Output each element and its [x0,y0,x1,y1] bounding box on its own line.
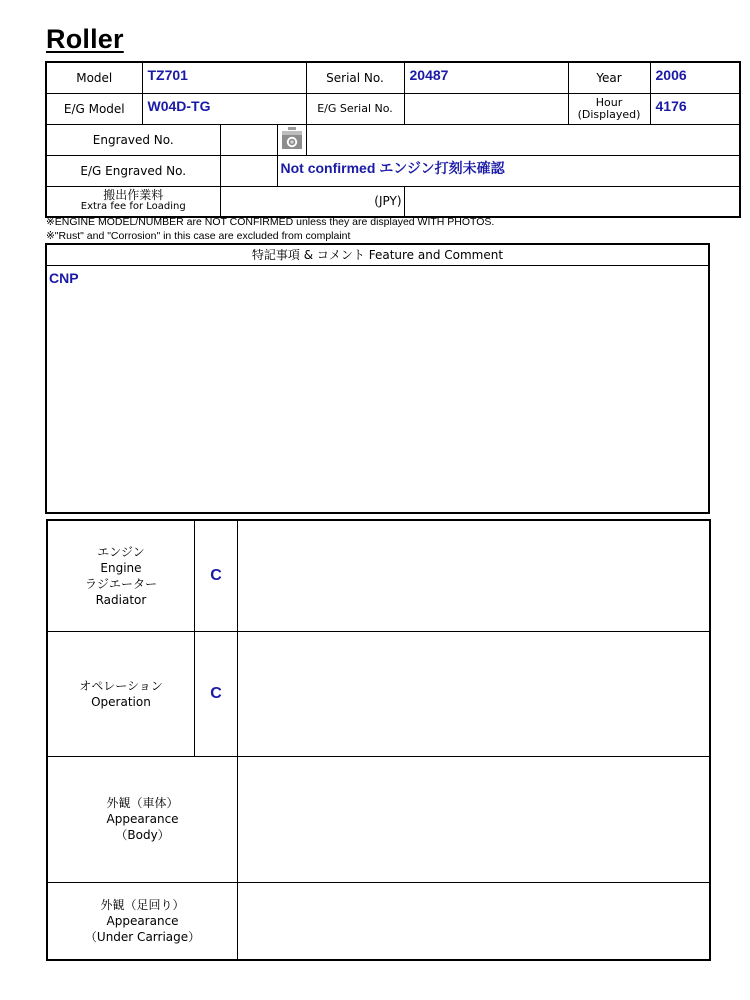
engraved-label: Engraved No. [46,124,220,155]
hour-value: 4176 [650,93,740,124]
serial-label: Serial No. [306,62,404,93]
eg-model-label: E/G Model [46,93,142,124]
camera-icon[interactable] [281,126,303,154]
undercarriage-label-jp: 外観（足回り） [100,897,185,912]
body-label-en: Appearance [106,812,179,826]
feature-comment-header: 特記事項 & コメント Feature and Comment [47,245,708,266]
operation-comment [238,631,710,756]
undercarriage-comment [238,882,710,960]
engraved-value [306,124,740,155]
operation-grade: C [194,631,237,756]
hour-label-line1: Hour [595,95,623,109]
condition-row-engine [47,520,710,631]
extra-fee-value [404,186,740,217]
body-comment [238,756,710,882]
eg-serial-value [404,93,568,124]
extra-fee-label-en: Extra fee for Loading [80,201,186,213]
eg-engraved-value: Not confirmed エンジン打刻未確認 [277,155,740,186]
extra-fee-label-jp: 搬出作業料 [103,188,164,203]
body-label-jp: 外観（車体） [106,796,179,810]
hour-label [568,93,650,124]
serial-value: 20487 [404,62,568,93]
engine-label [47,520,194,631]
radiator-label-en: Radiator [95,592,147,607]
note-rust: ※"Rust" and "Corrosion" in this case are excluded from complaint [46,230,351,242]
operation-label-en: Operation [91,694,151,709]
condition-table [46,519,711,961]
condition-row-operation [47,631,710,756]
year-value: 2006 [650,62,740,93]
machine-info-table [45,61,741,218]
model-value: TZ701 [142,62,306,93]
currency-label: (JPY) [220,186,404,217]
radiator-label-jp: ラジエーター [84,576,157,591]
eg-serial-label: E/G Serial No. [306,93,404,124]
engine-comment [238,520,710,631]
engraved-photo-cell[interactable] [277,124,306,155]
engine-grade: C [194,520,237,631]
operation-label-jp: オペレーション [79,678,163,693]
year-label: Year [568,62,650,93]
eg-engraved-blank [220,155,277,186]
engine-label-jp: エンジン [97,544,145,559]
eg-engraved-label: E/G Engraved No. [46,155,220,186]
undercarriage-label [47,882,238,960]
engine-label-en: Engine [100,560,142,575]
extra-fee-label [46,186,220,217]
engraved-blank [220,124,277,155]
undercarriage-label-en2: （Under Carriage） [84,929,201,944]
body-label [47,756,238,882]
feature-comment-box [45,243,710,514]
eg-model-value: W04D-TG [142,93,306,124]
condition-row-undercarriage [47,882,710,960]
page-title: Roller [46,24,124,54]
model-label: Model [46,62,142,93]
body-label-en2: （Body） [115,828,170,842]
operation-label [47,631,194,756]
hour-label-line2: (Displayed) [577,107,641,121]
note-engine-number: ※ENGINE MODEL/NUMBER are NOT CONFIRMED unless they are displayed WITH PHOTOS. [46,216,495,228]
condition-row-body [47,756,710,882]
feature-comment-text: CNP [49,270,79,286]
undercarriage-label-en: Appearance [106,913,179,928]
